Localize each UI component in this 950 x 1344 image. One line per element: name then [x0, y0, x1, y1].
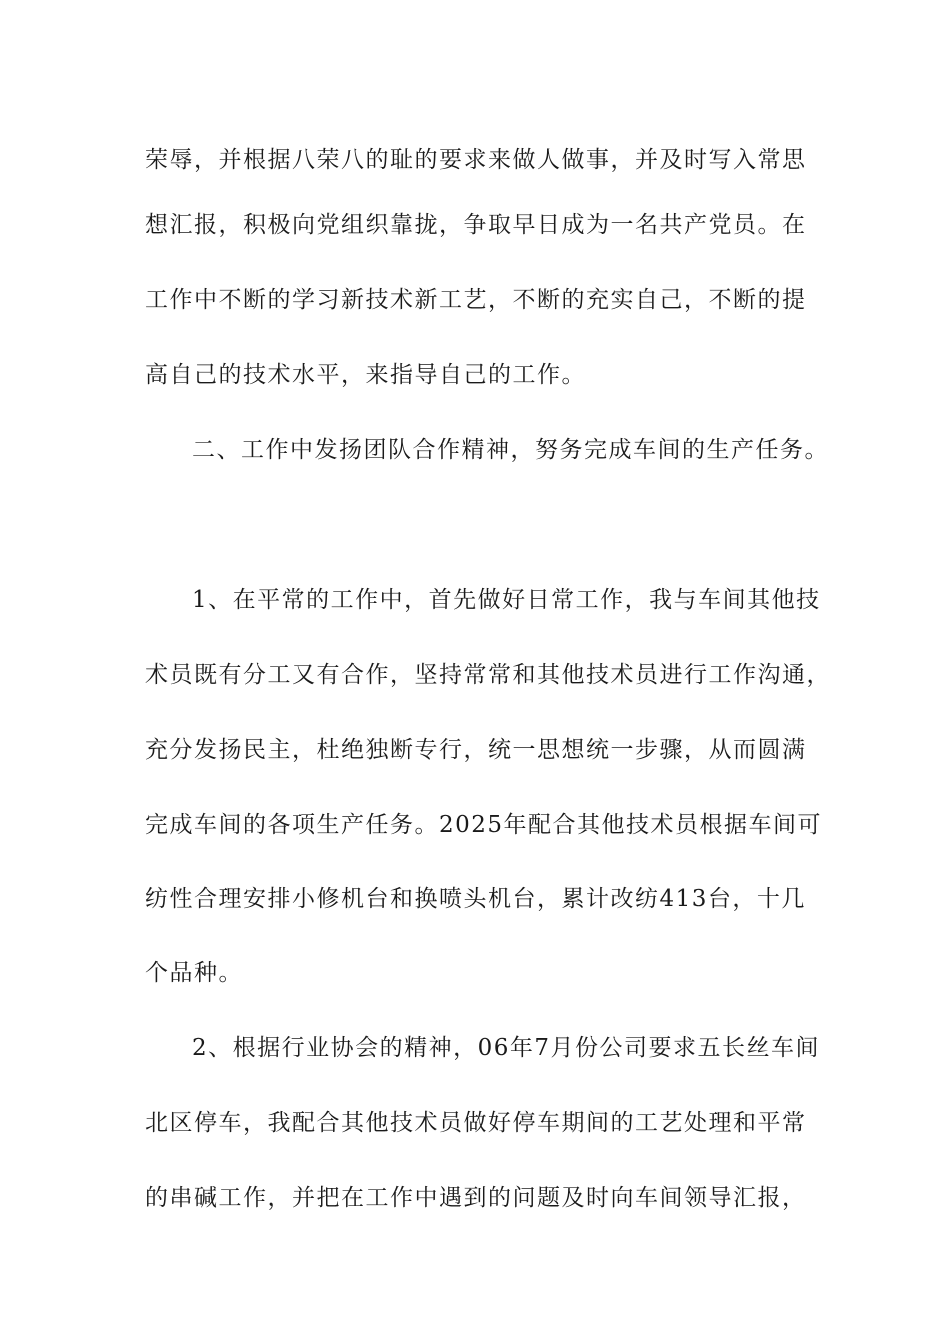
text-line-8: 充分发扬民主，杜绝独断专行，统一思想统一步骤，从而圆满: [145, 737, 807, 763]
text-line-13: 北区停车，我配合其他技术员做好停车期间的工艺处理和平常: [145, 1110, 807, 1136]
text-line-14: 的串碱工作，并把在工作中遇到的问题及时向车间领导汇报，: [145, 1185, 807, 1211]
text-line-10: 纺性合理安排小修机台和换喷头机台，累计改纺413台，十几: [145, 886, 806, 912]
section-heading-2: 二、工作中发扬团队合作精神，努务完成车间的生产任务。: [192, 437, 829, 463]
text-line-11: 个品种。: [145, 960, 243, 986]
text-line-2: 想汇报，积极向党组织靠拢，争取早日成为一名共产党员。在: [145, 212, 807, 238]
text-line-3: 工作中不断的学习新技术新工艺，不断的充实自己，不断的提: [145, 287, 807, 313]
text-line-4: 高自己的技术水平，来指导自己的工作。: [145, 362, 586, 388]
text-line-1: 荣辱，并根据八荣八的耻的要求来做人做事，并及时写入常思: [145, 147, 807, 173]
text-line-7: 术员既有分工又有合作，坚持常常和其他技术员进行工作沟通，: [145, 662, 831, 688]
text-line-9: 完成车间的各项生产任务。2025年配合其他技术员根据车间可: [145, 812, 823, 838]
text-line-12: 2、根据行业协会的精神，06年7月份公司要求五长丝车间: [192, 1035, 821, 1061]
text-line-6: 1、在平常的工作中，首先做好日常工作，我与车间其他技: [192, 587, 821, 613]
